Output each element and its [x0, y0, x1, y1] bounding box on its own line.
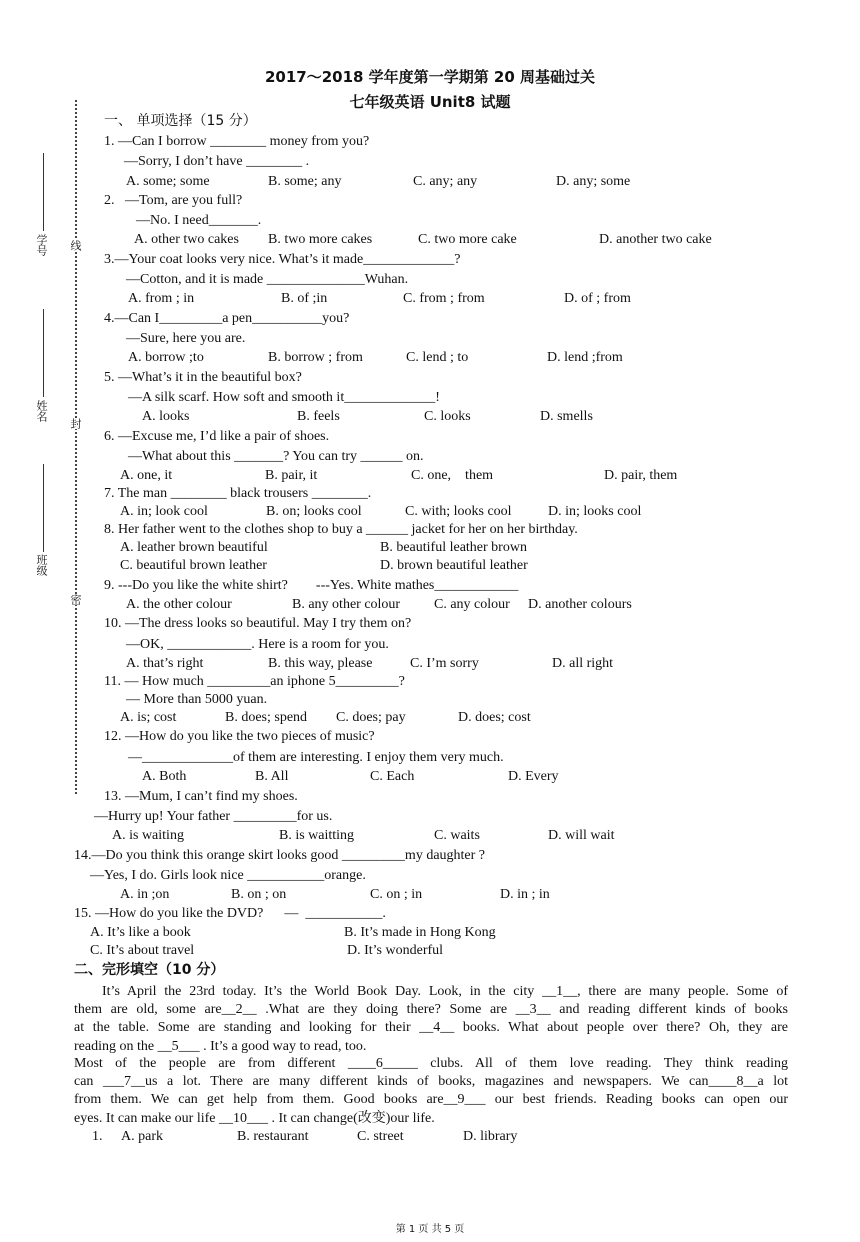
paragraph-line: them are old, some are__2__ .What are they doing there? Some are __3__ and reading different kinds of books [74, 1002, 788, 1018]
cloze-q1-option-d: D. library [463, 1129, 518, 1144]
question-line: —No. I need_______. [136, 213, 262, 228]
question-line: C. any colour [434, 597, 510, 612]
question-line: 3.—Your coat looks very nice. What’s it made_____________? [104, 252, 461, 267]
question-line: C. beautiful brown leather [120, 558, 267, 573]
question-line: A. some; some [126, 174, 210, 189]
question-line: B. is waitting [279, 828, 355, 843]
question-line: 6. —Excuse me, I’d like a pair of shoes. [104, 429, 330, 444]
cloze-q1-option-a: A. park [121, 1129, 163, 1144]
question-line: A. in; look cool [120, 504, 208, 519]
question-line: B. feels [297, 409, 340, 424]
cloze-q1-option-b: B. restaurant [237, 1129, 309, 1144]
paragraph-line: reading on the __5___ . It’s a good way to read, too. [74, 1038, 367, 1054]
question-line: A. the other colour [126, 597, 232, 612]
question-line: A. borrow ;to [128, 350, 204, 365]
question-line: A. is; cost [120, 710, 177, 725]
question-line: D. of ; from [564, 291, 631, 306]
sidebar-label-mi: 密 [69, 594, 82, 605]
cloze-paragraph-2 [74, 1055, 788, 1128]
question-line: B. does; spend [225, 710, 308, 725]
question-line: D. any; some [556, 174, 631, 189]
question-line: B. on ; on [231, 887, 287, 902]
question-line: 11. — How much _________an iphone 5_________? [104, 674, 405, 689]
sidebar-label-xingming: 姓名 [35, 400, 48, 422]
question-line: B. It’s made in Hong Kong [344, 925, 496, 940]
question-line: —OK, ____________. Here is a room for you. [126, 637, 389, 652]
question-line: C. with; looks cool [405, 504, 512, 519]
question-line: D. another colours [528, 597, 632, 612]
question-line: B. borrow ; from [268, 350, 363, 365]
question-line: 10. —The dress looks so beautiful. May I try them on? [104, 616, 412, 631]
question-line: C. waits [434, 828, 480, 843]
question-line: D. smells [540, 409, 593, 424]
question-line: — More than 5000 yuan. [126, 692, 268, 707]
question-line: D. will wait [548, 828, 615, 843]
question-line: B. on; looks cool [266, 504, 362, 519]
question-line: B. All [255, 769, 289, 784]
question-line: C. looks [424, 409, 471, 424]
sidebar-label-xian: 线 [69, 240, 82, 251]
question-line: —Hurry up! Your father _________for us. [94, 809, 333, 824]
question-line: D. lend ;from [547, 350, 623, 365]
question-line: 5. —What’s it in the beautiful box? [104, 370, 302, 385]
question-line: D. Every [508, 769, 559, 784]
question-line: D. brown beautiful leather [380, 558, 528, 573]
question-line: C. Each [370, 769, 415, 784]
question-line: C. two more cake [418, 232, 517, 247]
question-line: A. leather brown beautiful [120, 540, 268, 555]
question-line: —_____________of them are interesting. I enjoy them very much. [128, 750, 504, 765]
question-line: D. another two cake [599, 232, 712, 247]
paragraph-line: can ___7__us a lot. There are many different kinds of books, magazines and newspapers. We can____8__a lot [74, 1074, 788, 1090]
question-line: D. It’s wonderful [347, 943, 444, 958]
question-line: 13. —Mum, I can’t find my shoes. [104, 789, 298, 804]
page-footer: 第 1 页 共 5 页 [395, 1224, 465, 1235]
question-line: 15. —How do you like the DVD? — ___________. [74, 906, 386, 921]
question-line: A. from ; in [128, 291, 195, 306]
question-line: B. some; any [268, 174, 342, 189]
question-line: A. is waiting [112, 828, 184, 843]
question-line: A. other two cakes [134, 232, 239, 247]
question-line: D. pair, them [604, 468, 678, 483]
page-title-line1: 2017～2018 学年度第一学期第 20 周基础过关 [264, 68, 596, 86]
question-line: D. in; looks cool [548, 504, 642, 519]
cloze-q1-option-c: C. street [357, 1129, 404, 1144]
question-line: A. It’s like a book [90, 925, 191, 940]
question-line: A. that’s right [126, 656, 204, 671]
question-line: 14.—Do you think this orange skirt looks good _________my daughter ? [74, 848, 486, 863]
question-line: 2. —Tom, are you full? [104, 193, 243, 208]
question-line: C. from ; from [403, 291, 485, 306]
paragraph-line: eyes. It can make our life __10___ . It can change(改变)our life. [74, 1110, 435, 1126]
question-line: B. any other colour [292, 597, 401, 612]
binding-dotted-line [75, 100, 77, 794]
question-line: C. lend ; to [406, 350, 469, 365]
question-line: —Cotton, and it is made ______________Wuhan. [126, 272, 409, 287]
question-line: B. of ;in [281, 291, 328, 306]
question-line: C. does; pay [336, 710, 406, 725]
question-line: D. all right [552, 656, 614, 671]
question-line: B. this way, please [268, 656, 373, 671]
question-line: A. in ;on [120, 887, 170, 902]
question-line: 4.—Can I_________a pen__________you? [104, 311, 350, 326]
question-line: C. any; any [413, 174, 478, 189]
section-2-heading: 二、完形填空（10 分） [74, 962, 225, 978]
question-line: 7. The man ________ black trousers ________. [104, 486, 372, 501]
sidebar-label-banji: 班级 [35, 554, 48, 576]
cloze-q1-number: 1. [92, 1129, 103, 1144]
question-line: B. beautiful leather brown [380, 540, 527, 555]
sidebar-underline-banji [43, 464, 44, 552]
sidebar-underline-xingming [43, 309, 44, 397]
question-line: A. Both [142, 769, 187, 784]
question-line: C. It’s about travel [90, 943, 195, 958]
question-line: B. pair, it [265, 468, 318, 483]
question-line: B. two more cakes [268, 232, 373, 247]
sidebar-label-xuehao: 学号 [35, 234, 48, 256]
question-line: —What about this _______? You can try ______ on. [128, 449, 424, 464]
section-1-heading: 一、 单项选择（15 分） [104, 113, 257, 129]
question-line: 12. —How do you like the two pieces of music? [104, 729, 375, 744]
question-line: —Sorry, I don’t have ________ . [124, 154, 310, 169]
sidebar-underline-xuehao [43, 153, 44, 231]
question-line: D. does; cost [458, 710, 531, 725]
question-line: D. in ; in [500, 887, 550, 902]
page-title-line2: 七年级英语 Unit8 试题 [349, 93, 511, 111]
paragraph-line: at the table. Some are standing and looking for their __4__ books. What about people over there? Oh, they are [74, 1020, 788, 1036]
question-line: C. one, them [411, 468, 494, 483]
cloze-paragraph-1 [74, 983, 788, 1056]
question-line: —Sure, here you are. [126, 331, 246, 346]
question-line: 8. Her father went to the clothes shop to buy a ______ jacket for her on her birthday. [104, 522, 578, 537]
question-line: —A silk scarf. How soft and smooth it_____________! [128, 390, 440, 405]
paragraph-line: from them. We can get help from them. Good books are__9___ our best friends. Reading books can open our [74, 1092, 788, 1108]
question-line: A. one, it [120, 468, 173, 483]
question-line: C. on ; in [370, 887, 423, 902]
question-line: 1. —Can I borrow ________ money from you? [104, 134, 370, 149]
question-line: A. looks [142, 409, 190, 424]
sidebar-label-feng: 封 [69, 418, 82, 429]
question-line: 9. ---Do you like the white shirt? ---Yes. White mathes____________ [104, 578, 519, 593]
question-line: —Yes, I do. Girls look nice ___________orange. [90, 868, 366, 883]
question-line: C. I’m sorry [410, 656, 479, 671]
paragraph-line: Most of the people are from different ____6_____ clubs. All of them love reading. They think reading [74, 1056, 788, 1071]
paragraph-line: It’s April the 23rd today. It’s the World Book Day. Look, in the city __1__, there are many people. Some of [102, 984, 788, 999]
